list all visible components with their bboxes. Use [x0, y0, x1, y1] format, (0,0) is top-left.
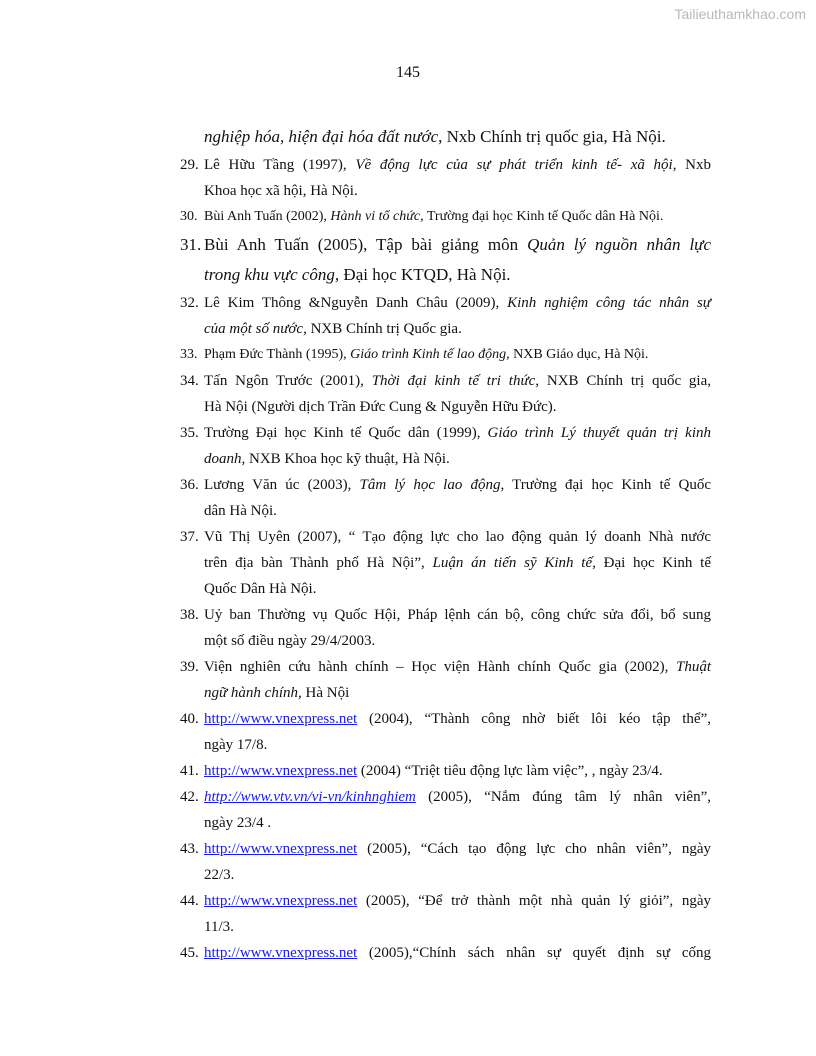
reference-29-line-2: Khoa học xã hội, Hà Nội.	[204, 183, 358, 199]
reference-43-line-2: 22/3.	[204, 867, 235, 883]
reference-41-line-1: 41. http://www.vnexpress.net (2004) “Triệt tiêu động lực làm việc”, , ngày 23/4.	[180, 763, 663, 779]
page-number: 145	[396, 64, 420, 81]
reference-37-line-3: Quốc Dân Hà Nội.	[204, 581, 317, 597]
reference-31-line-2: trong khu vực công, Đại học KTQD, Hà Nội.	[204, 265, 511, 284]
reference-36-line-2: dân Hà Nội.	[204, 503, 277, 519]
reference-32-line-1: 32. Lê Kim Thông &Nguyễn Danh Châu (2009), Kinh nghiệm công tác nhân sự	[180, 295, 711, 311]
reference-43-link[interactable]: http://www.vnexpress.net	[204, 841, 358, 857]
reference-28-line-1: nghiệp hóa, hiện đại hóa đất nước, Nxb Chính trị quốc gia, Hà Nội.	[204, 127, 666, 146]
reference-list	[180, 122, 711, 966]
reference-45-link[interactable]: http://www.vnexpress.net	[204, 945, 358, 961]
reference-38-line-2: một số điều ngày 29/4/2003.	[204, 633, 376, 649]
reference-30-line-1: 30. Bùi Anh Tuấn (2002), Hành vi tổ chức, Trường đại học Kinh tế Quốc dân Hà Nội.	[180, 209, 664, 224]
reference-32-line-2: của một số nước, NXB Chính trị Quốc gia.	[204, 321, 462, 337]
watermark: Tailieuthamkhao.com	[674, 6, 806, 22]
reference-33-line-1: 33. Phạm Đức Thành (1995), Giáo trình Kinh tế lao động, NXB Giáo dục, Hà Nội.	[180, 347, 649, 362]
reference-40-line-2: ngày 17/8.	[204, 737, 268, 753]
reference-37-line-2: trên địa bàn Thành phố Hà Nội”, Luận án tiến sỹ Kinh tế, Đại học Kinh tế	[204, 555, 712, 571]
reference-29-line-1: 29. Lê Hữu Tầng (1997), Về động lực của sự phát triển kinh tế- xã hội, Nxb	[180, 157, 711, 173]
reference-38-line-1: 38. Uỷ ban Thường vụ Quốc Hội, Pháp lệnh cán bộ, công chức sửa đổi, bổ sung	[180, 607, 711, 623]
reference-35-line-2: doanh, NXB Khoa học kỹ thuật, Hà Nội.	[204, 451, 450, 467]
reference-42-line-1: 42. http://www.vtv.vn/vi-vn/kinhnghiem (2005), “Nắm đúng tâm lý nhân viên”,	[180, 789, 711, 805]
reference-39-line-1: 39. Viện nghiên cứu hành chính – Học viện Hành chính Quốc gia (2002), Thuật	[180, 659, 711, 675]
reference-44-line-1: 44. http://www.vnexpress.net (2005), “Để trở thành một nhà quản lý giỏi”, ngày	[180, 893, 711, 909]
reference-39-line-2: ngữ hành chính, Hà Nội	[204, 685, 350, 701]
reference-42-line-2: ngày 23/4 .	[204, 815, 272, 831]
reference-41-link[interactable]: http://www.vnexpress.net	[204, 763, 358, 779]
reference-34-line-2: Hà Nội (Người dịch Trần Đức Cung & Nguyễn Hữu Đức).	[204, 399, 557, 415]
reference-40-link[interactable]: http://www.vnexpress.net	[204, 711, 358, 727]
reference-44-line-2: 11/3.	[204, 919, 234, 935]
reference-34-line-1: 34. Tấn Ngôn Trước (2001), Thời đại kinh tế tri thức, NXB Chính trị quốc gia,	[180, 373, 712, 389]
reference-40-line-1: 40. http://www.vnexpress.net (2004), “Thành công nhờ biết lôi kéo tập thể”,	[180, 711, 711, 727]
reference-37-line-1: 37. Vũ Thị Uyên (2007), “ Tạo động lực cho lao động quản lý doanh Nhà nước	[180, 529, 711, 545]
reference-36-line-1: 36. Lương Văn úc (2003), Tâm lý học lao động, Trường đại học Kinh tế Quốc	[180, 477, 711, 493]
reference-45-line-1: 45. http://www.vnexpress.net (2005),“Chính sách nhân sự quyết định sự cống	[180, 945, 711, 961]
reference-43-line-1: 43. http://www.vnexpress.net (2005), “Cách tạo động lực cho nhân viên”, ngày	[180, 841, 711, 857]
reference-42-link[interactable]: http://www.vtv.vn/vi-vn/kinhnghiem	[204, 789, 416, 805]
reference-31-line-1: 31. Bùi Anh Tuấn (2005), Tập bài giảng môn Quản lý nguồn nhân lực	[180, 235, 711, 254]
reference-35-line-1: 35. Trường Đại học Kinh tế Quốc dân (1999), Giáo trình Lý thuyết quản trị kinh	[180, 425, 711, 441]
reference-44-link[interactable]: http://www.vnexpress.net	[204, 893, 358, 909]
